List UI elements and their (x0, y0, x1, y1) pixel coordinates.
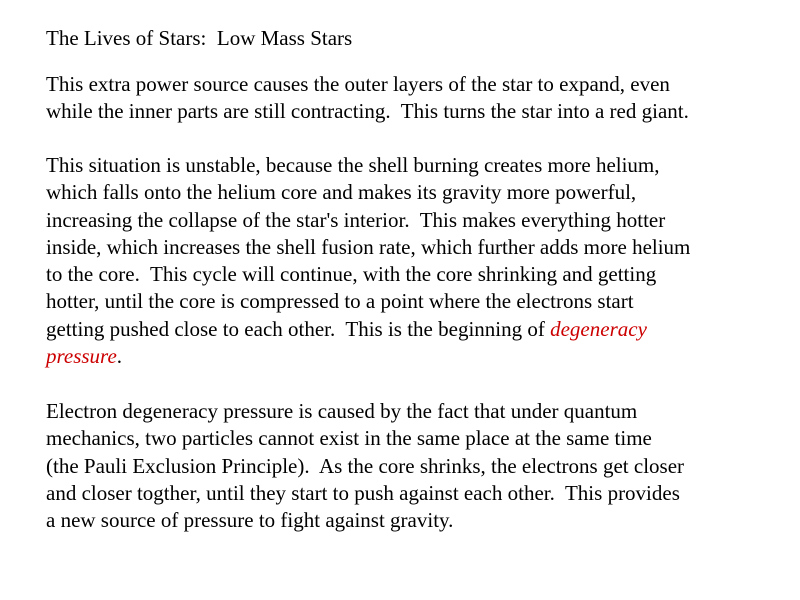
paragraph-line: while the inner parts are still contracting. This turns the star into a red giant. (46, 99, 689, 124)
degeneracy-pressure-emphasis: pressure (46, 344, 117, 369)
paragraph-text: . (116, 344, 123, 369)
paragraph-line: increasing the collapse of the star's interior. This makes everything hotter (46, 207, 666, 232)
paragraph-text: getting pushed close to each other. This is the beginning of (46, 316, 551, 341)
paragraph-line: inside, which increases the shell fusion rate, which further adds more helium (46, 234, 691, 259)
paragraph-line: hotter, until the core is compressed to a point where the electrons start (46, 289, 634, 314)
degeneracy-pressure-emphasis: degeneracy (550, 316, 647, 341)
paragraph-line: to the core. This cycle will continue, with the core shrinking and getting (46, 262, 657, 287)
paragraph-line: which falls onto the helium core and makes its gravity more powerful, (46, 180, 637, 205)
paragraph-instability (46, 152, 786, 370)
paragraph-electron-degeneracy (46, 398, 786, 534)
paragraph-line: This situation is unstable, because the shell burning creates more helium, (46, 153, 660, 177)
paragraph-line: (the Pauli Exclusion Principle). As the core shrinks, the electrons get closer (46, 453, 685, 478)
paragraph-line: Electron degeneracy pressure is caused by the fact that under quantum (46, 399, 638, 423)
paragraph-line (46, 316, 786, 343)
paragraph-line: mechanics, two particles cannot exist in the same place at the same time (46, 426, 652, 451)
paragraph-red-giant (46, 71, 786, 126)
slide-title: The Lives of Stars: Low Mass Stars (46, 26, 353, 50)
paragraph-line: This extra power source causes the outer layers of the star to expand, even (46, 72, 670, 96)
paragraph-line: a new source of pressure to fight against gravity. (46, 508, 454, 533)
paragraph-line: and closer togther, until they start to push against each other. This provides (46, 480, 680, 505)
paragraph-line (46, 343, 786, 370)
